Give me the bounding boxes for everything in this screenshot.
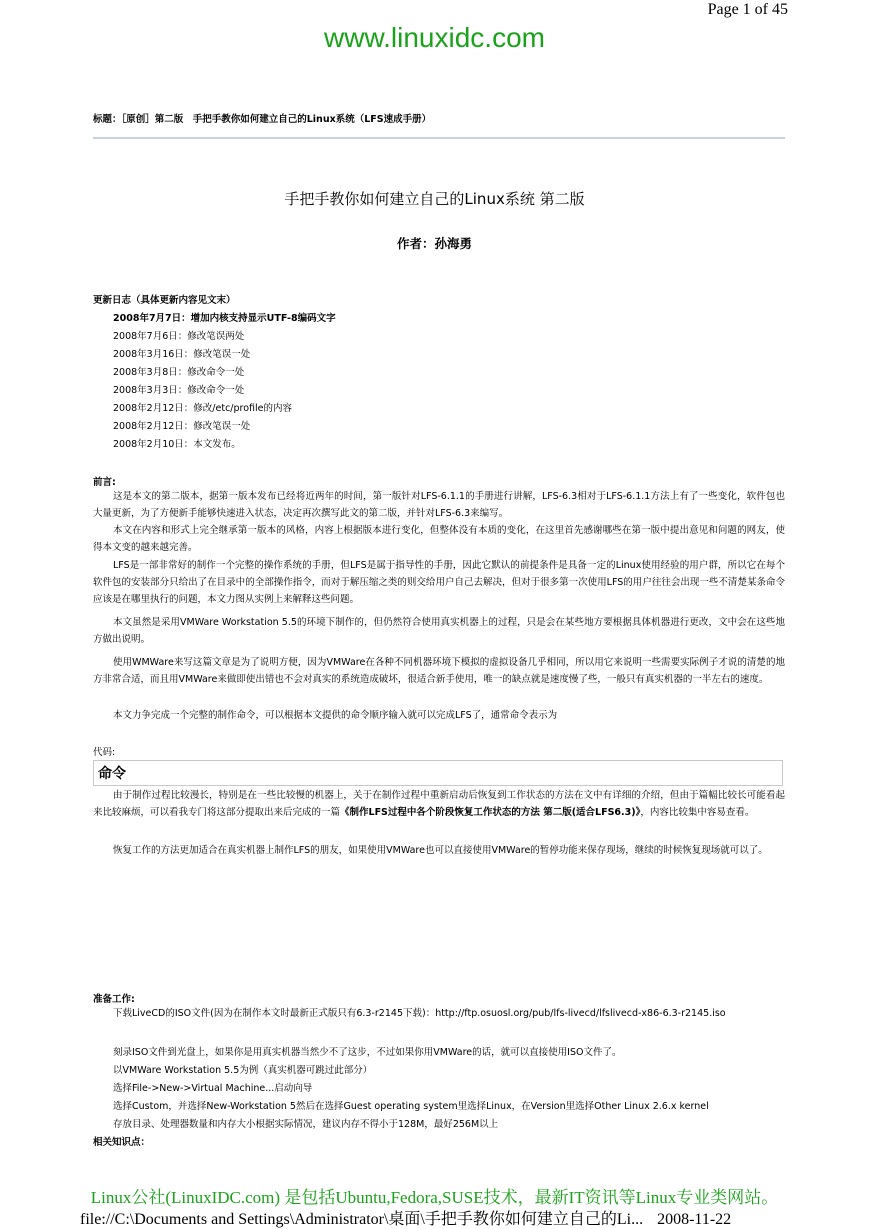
restore-paragraph-2: 恢复工作的方法更加适合在真实机器上制作LFS的朋友，如果使用VMWare也可以直接使用VMWare的暂停功能来保存现场，继续的时候恢复现场就可以了。	[113, 845, 768, 856]
footer-file-path	[80, 1206, 731, 1229]
preface-paragraph-4: 本文虽然是采用VMWare Workstation 5.5的环境下制作的，但仍然符合使用真实机器上的过程，只是会在某些地方要根据具体机器进行更改，文中会在这些地方做出说明。	[93, 617, 785, 646]
preface-paragraph-1: 这是本文的第二版本，据第一版本发布已经将近两年的时间，第一版针对LFS-6.1.1的手册进行讲解，LFS-6.3相对于LFS-6.1.1方法上有了一些变化，软件包也大量更新，为了方便新手能够快速进入状态，决定再次撰写此文的第二版，并针对LFS-6.3来编写。	[93, 491, 785, 520]
document-author: 作者：孙海勇	[396, 236, 472, 251]
footer-date: 2008-11-22	[657, 1211, 732, 1228]
preface-paragraph-5: 使用WMWare来写这篇文章是为了说明方便，因为VMWare在各种不同机器环境下模拟的虚拟设备几乎相同，所以用它来说明一些需要实际例子才说的清楚的地方非常合适，而且用VMWare来做即使出错也不会对真实的系统造成破坏，很适合新手使用，唯一的缺点就是速度慢了些，一般只有真实机器的一半左右的速度。	[93, 657, 785, 686]
restore-text-post: ，内容比较集中容易查看。	[640, 807, 755, 819]
footer-path-text: file://C:\Documents and Settings\Administrator\桌面\手把手教你如何建立自己的Li...	[80, 1211, 644, 1228]
preface-paragraph-2: 本文在内容和形式上完全继承第一版本的风格，内容上根据版本进行变化，但整体没有本质的变化，在这里首先感谢哪些在第一版中提出意见和问题的网友，使得本文变的越来越完善。	[93, 525, 785, 554]
site-url[interactable]: www.linuxidc.com	[324, 22, 545, 53]
prep-item: 选择Custom，并选择New-Workstation 5然后在选择Guest operating system里选择Linux，在Version里选择Other Linux 2.6.x kernel	[113, 1101, 709, 1112]
preface-heading: 前言:	[93, 477, 116, 488]
restore-text-pre: 由于制作过程比较漫长，特别是在一些比较慢的机器上，关于在制作过程中重新启动后恢复到工作状态的方法在文中有详细的介绍，但由于篇幅比较长可能看起来比较麻烦，可以看我专门将这部分提取出来后完成的一篇	[93, 790, 785, 819]
changelog-entry: 2008年7月7日：增加内核支持显示UTF-8编码文字	[113, 313, 336, 324]
prep-item: 刻录ISO文件到光盘上，如果你是用真实机器当然少不了这步，不过如果你用VMWare的话，就可以直接使用ISO文件了。	[113, 1047, 622, 1058]
restore-article-link[interactable]: 《制作LFS过程中各个阶段恢复工作状态的方法 第二版(适合LFS6.3)》	[340, 807, 641, 819]
changelog-entry: 2008年3月3日：修改命令一处	[113, 385, 245, 396]
prep-item: 以VMWare Workstation 5.5为例（真实机器可跳过此部分）	[113, 1065, 373, 1076]
changelog-entry: 2008年2月12日：修改/etc/profile的内容	[113, 403, 293, 414]
changelog-entry: 2008年3月8日：修改命令一处	[113, 367, 245, 378]
code-block: 命令	[93, 760, 783, 786]
footer-advert[interactable]: Linux公社(LinuxIDC.com) 是包括Ubuntu,Fedora,SUSE技术，最新IT资讯等Linux专业类网站。	[90, 1188, 779, 1207]
changelog-entry: 2008年2月10日：本文发布。	[113, 439, 241, 450]
document-title: 手把手教你如何建立自己的Linux系统 第二版	[284, 190, 585, 208]
changelog-entry: 2008年2月12日：修改笔误一处	[113, 421, 251, 432]
topic-line: 标题：［原创］第二版 手把手教你如何建立自己的Linux系统（LFS速成手册）	[93, 114, 432, 125]
header-divider	[93, 137, 785, 139]
prep-download-line: 下载LiveCD的ISO文件(因为在制作本文时最新正式版只有6.3-r2145下载)：http://ftp.osuosl.org/pub/lfs-livecd/lfslivecd-x86-6.3-r2145.iso	[113, 1008, 726, 1019]
prep-item: 选择File->New->Virtual Machine...启动向导	[113, 1083, 313, 1094]
prep-item: 存放目录、处理器数量和内存大小根据实际情况，建议内存不得小于128M，最好256M以上	[113, 1119, 499, 1130]
changelog-entry: 2008年7月6日：修改笔误两处	[113, 331, 245, 342]
related-heading: 相关知识点：	[93, 1137, 151, 1148]
page-number: Page 1 of 45	[707, 1, 788, 18]
restore-paragraph	[93, 787, 785, 821]
prep-heading: 准备工作:	[93, 994, 135, 1005]
code-label: 代码:	[93, 747, 116, 758]
changelog-heading: 更新日志（具体更新内容见文末）	[93, 295, 236, 306]
preface-paragraph-6: 本文力争完成一个完整的制作命令，可以根据本文提供的命令顺序输入就可以完成LFS了，通常命令表示为	[113, 710, 558, 721]
preface-paragraph-3: LFS是一部非常好的制作一个完整的操作系统的手册，但LFS是属于指导性的手册，因此它默认的前提条件是具备一定的Linux使用经验的用户群，所以它在每个软件包的安装部分只给出了在目录中的全部操作指令，而对于解压缩之类的则交给用户自己去解决，但对于很多第一次使用LFS的用户往往会出现一些不清楚某条命令应该是在哪里执行的问题，本文力图从实例上来解释这些问题。	[93, 560, 785, 606]
changelog-entry: 2008年3月16日：修改笔误一处	[113, 349, 251, 360]
